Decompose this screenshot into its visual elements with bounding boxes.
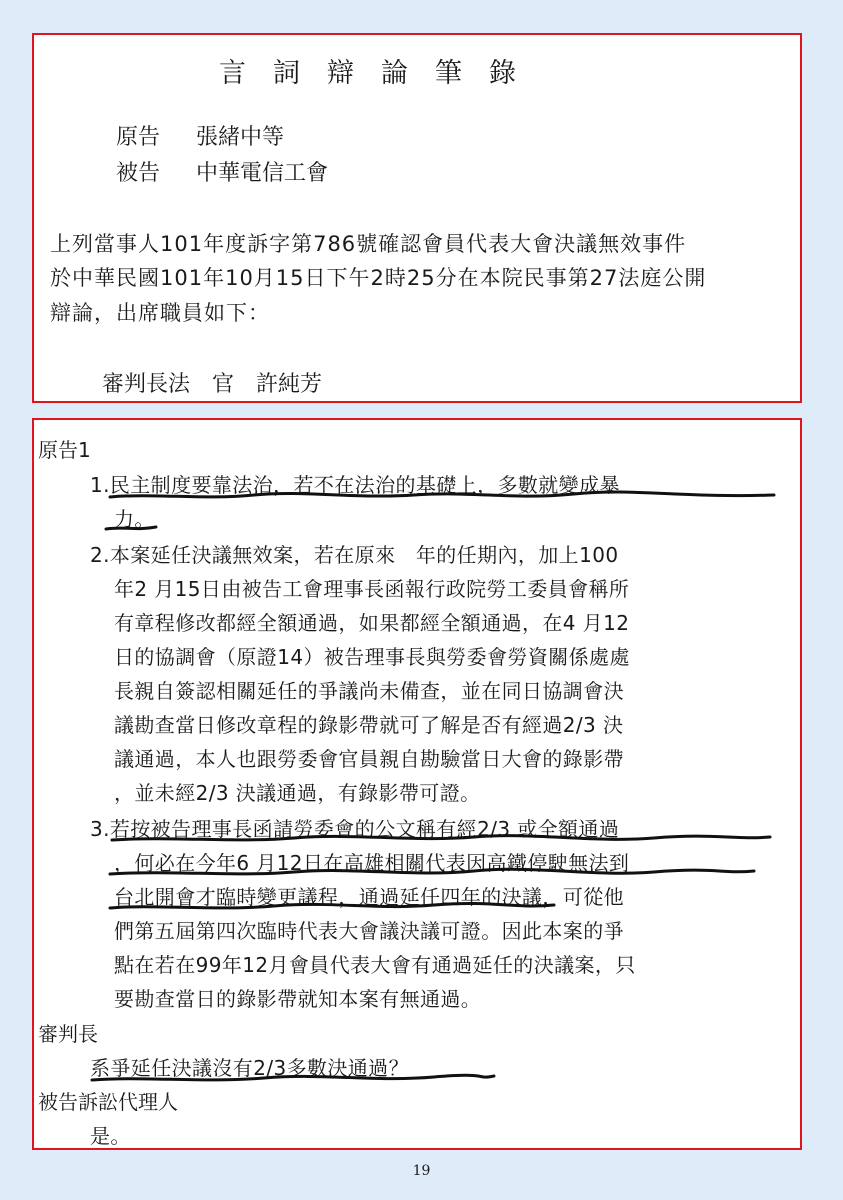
underline-stroke bbox=[112, 836, 770, 840]
item-3-line: ，何必在今年6 月12日在高雄相關代表因高鐵停駛無法到 bbox=[114, 851, 630, 875]
page-number: 19 bbox=[412, 1163, 431, 1179]
underline-stroke bbox=[92, 1075, 494, 1080]
transcript-panel bbox=[32, 418, 802, 1150]
item-3-line: 台北開會才臨時變更議程，通過延任四年的決議，可從他 bbox=[114, 885, 624, 909]
plaintiff-role: 原告 bbox=[116, 125, 161, 150]
intro-line: 上列當事人101年度訴字第786號確認會員代表大會決議無效事件 bbox=[50, 232, 687, 256]
speaker-label: 審判長 bbox=[38, 1022, 98, 1046]
defendant-name: 中華電信工會 bbox=[196, 161, 329, 186]
item-3-line: 點在若在99年12月會員代表大會有通過延任的決議案，只 bbox=[114, 953, 636, 977]
item-2-line: 年2 月15日由被告工會理事長函報行政院勞工委員會稱所 bbox=[114, 577, 630, 601]
underline-stroke bbox=[106, 527, 156, 529]
presiding-judge-line: 審判長法 官 許純芳 bbox=[102, 372, 323, 397]
plaintiff-name: 張緒中等 bbox=[196, 125, 285, 150]
item-2-line: 2.本案延任決議無效案，若在原來 年的任期內，加上100 bbox=[90, 543, 619, 567]
item-2-line: 日的協調會（原證14）被告理事長與勞委會勞資關係處處 bbox=[114, 645, 630, 669]
defendant-answer: 是。 bbox=[90, 1124, 131, 1148]
item-2-line: 長親自簽認相關延任的爭議尚未備查，並在同日協調會決 bbox=[114, 679, 624, 703]
item-2-line: 有章程修改都經全額通過，如果都經全額通過，在4 月12 bbox=[114, 611, 630, 635]
intro-line: 於中華民國101年10月15日下午2時25分在本院民事第27法庭公開 bbox=[50, 266, 707, 290]
underline-stroke bbox=[110, 903, 554, 908]
item-1-line: 力。 bbox=[114, 507, 155, 531]
plaintiff-row bbox=[116, 120, 284, 151]
item-3-line: 3.若按被告理事長函請勞委會的公文稱有經2/3 或全額通過 bbox=[90, 817, 620, 841]
underline-stroke bbox=[110, 492, 774, 497]
record-title: 言詞辯論筆錄 bbox=[219, 58, 543, 89]
underline-stroke bbox=[110, 869, 754, 874]
handwritten-underlines bbox=[34, 420, 800, 1148]
speaker-label: 原告1 bbox=[38, 438, 91, 462]
item-2-line: 議通過，本人也跟勞委會官員親自勘驗當日大會的錄影帶 bbox=[114, 747, 624, 771]
item-2-line: ，並未經2/3 決議通過，有錄影帶可證。 bbox=[114, 781, 481, 805]
judge-question: 系爭延任決議沒有2/3多數決通過？ bbox=[90, 1056, 409, 1080]
record-header-panel bbox=[32, 33, 802, 403]
speaker-label: 被告訴訟代理人 bbox=[38, 1090, 178, 1114]
defendant-role: 被告 bbox=[116, 161, 161, 186]
defendant-row bbox=[116, 156, 328, 187]
item-1-line: 1.民主制度要靠法治，若不在法治的基礎上，多數就變成暴 bbox=[90, 473, 620, 497]
item-2-line: 議勘查當日修改章程的錄影帶就可了解是否有經過2/3 決 bbox=[114, 713, 624, 737]
item-3-line: 們第五屆第四次臨時代表大會議決議可證。因此本案的爭 bbox=[114, 919, 624, 943]
intro-line: 辯論，出席職員如下： bbox=[50, 301, 270, 325]
item-3-line: 要勘查當日的錄影帶就知本案有無通過。 bbox=[114, 987, 482, 1011]
